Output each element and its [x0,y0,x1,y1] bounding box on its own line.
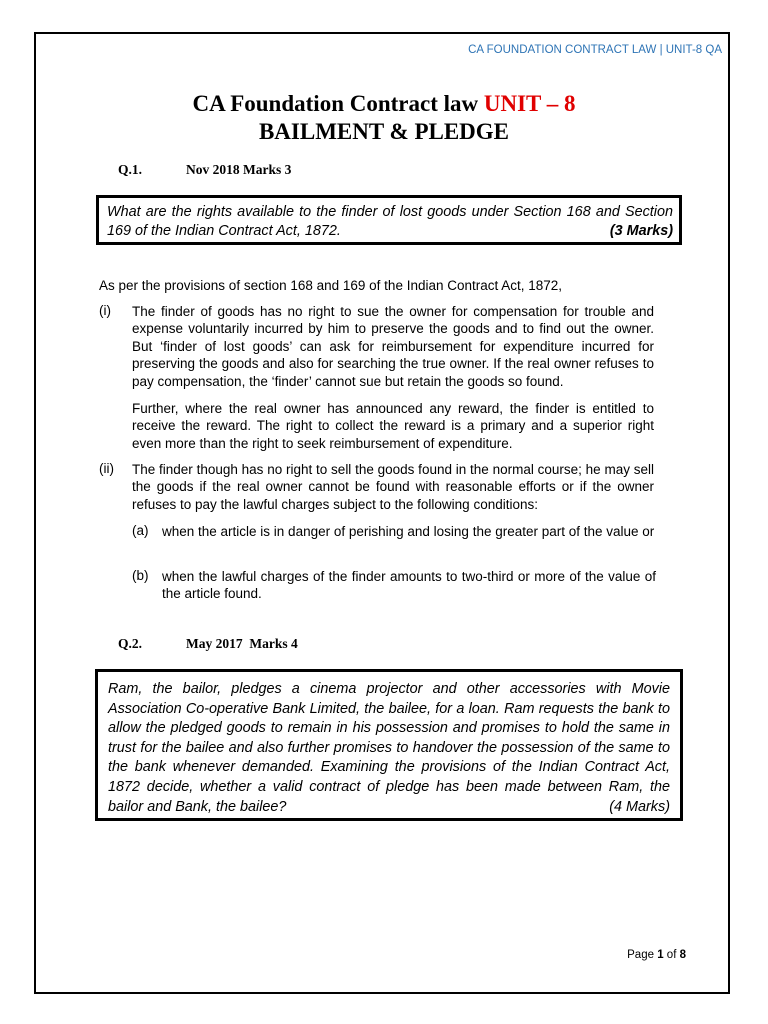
q2-meta: May 2017 Marks 4 [186,636,298,651]
q2-question-text: Ram, the bailor, pledges a cinema projector and other accessories with Movie Association Co-operative Bank Limited, the bailee, for a loan. Ram requests the bank to allow the pledged goods to remain in his possession and promises to hold the same in trust for the bailee and also further promises to handover the possession of the same to the bank whenever demanded. Examining the provisions of the Indian Contract Act, 1872 decide, whether a valid contract of pledge has been made between Ram, the bailor and Bank, the bailee? [108,681,670,815]
q1-subpoint-label: (a) [132,523,149,538]
q2-heading [118,636,298,652]
q1-question-text: What are the rights available to the finder of lost goods under Section 168 and Section 169 of the Indian Contract Act, 1872. [107,204,673,239]
running-header: CA FOUNDATION CONTRACT LAW | UNIT-8 QA [468,44,722,56]
q1-point-label: (ii) [99,461,114,476]
q1-meta: Nov 2018 Marks 3 [186,162,292,177]
q2-number: Q.2. [118,636,143,651]
q1-question-box [96,195,682,245]
page-prefix: Page [627,949,658,961]
q1-point-text-continued: Further, where the real owner has announced any reward, the finder is entitled to receive the reward. The right to collect the reward is a primary and a superior right even more than the right to seek reimbursement of expenditure. [132,401,654,451]
q1-point-label: (i) [99,303,111,318]
q1-marks: (3 Marks) [609,223,673,239]
q1-subpoint-label: (b) [132,568,149,583]
q2-question-box [95,669,683,821]
document-subtitle: BAILMENT & PLEDGE [258,119,510,144]
q1-subpoint-text: when the lawful charges of the finder amounts to two-third or more of the value of the article found. [162,569,656,602]
page-current: 1 [657,949,664,961]
title-unit: UNIT – 8 [483,91,576,116]
page-footer [627,949,686,961]
q2-marks: (4 Marks) [609,798,670,815]
q1-subpoint-text: when the article is in danger of perishing and losing the greater part of the value or [162,524,655,539]
page-of: of [663,949,680,961]
q1-answer-intro: As per the provisions of section 168 and 169 of the Indian Contract Act, 1872, [99,278,563,293]
page-total: 8 [679,949,686,961]
q1-point-text: The finder though has no right to sell the goods found in the normal course; he may sell the goods if the real owner cannot be found with reasonable efforts or if the owner refuses to pay the lawful charges subject to the following conditions: [132,462,654,512]
document-title [0,90,768,118]
q1-heading [118,162,291,178]
title-main: CA Foundation Contract law [192,91,484,116]
q1-point-text: The finder of goods has no right to sue the owner for compensation for trouble and expense voluntarily incurred by him to preserve the goods and to find out the owner. But ‘finder of lost goods’ can ask for reimbursement for expenditure incurred for preserving the goods and also for searching the true owner. If the real owner refuses to pay compensation, the ‘finder’ cannot sue but retain the goods so found. [132,304,654,389]
q1-number: Q.1. [118,162,143,177]
